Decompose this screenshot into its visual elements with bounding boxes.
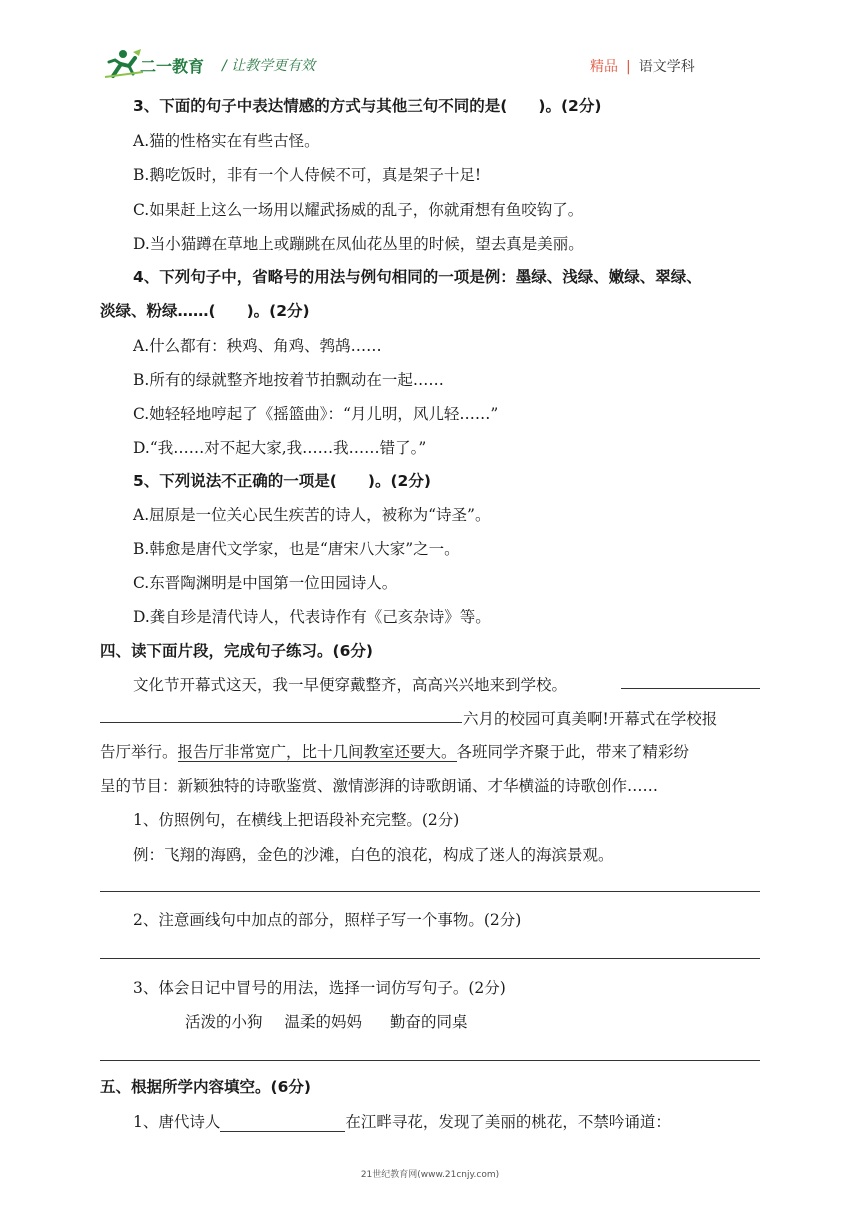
passage-text-4: 呈的节目：新颖独特的诗歌鉴赏、激情澎湃的诗歌朗诵、才华横溢的诗歌创作…… [100,777,659,795]
page-header [0,0,860,84]
underlined-sentence: 报告厅非常宽广，比十几间教室还要大。 [177,743,457,761]
q4-title-line1: 4、下列句子中，省略号的用法与例句相同的一项是例：墨绿、浅绿、嫩绿、翠绿、 [133,268,702,286]
passage-text-1: 文化节开幕式这天，我一早便穿戴整齐，高高兴兴地来到学校。 [133,676,568,694]
passage-text-2: 六月的校园可真美啊!开幕式在学校报 [463,710,718,728]
passage-blank-1a[interactable] [621,688,760,689]
header-separator: | [626,59,631,75]
answer-line-1[interactable] [100,891,760,892]
header-tags [590,56,695,76]
section5-q1-text-a: 1、唐代诗人 [133,1113,221,1131]
passage-line3 [100,742,689,762]
q5-option-b: B.韩愈是唐代文学家，也是“唐宋八大家”之一。 [133,540,460,558]
answer-line-2[interactable] [100,958,760,959]
word-option-2: 温柔的妈妈 [284,1013,363,1031]
sub-question-2: 2、注意画线句中加点的部分，照样子写一个事物。(2分) [133,911,522,929]
q4-option-c: C.她轻轻地哼起了《摇篮曲》：“月儿明，风儿轻……” [133,405,499,423]
q5-option-d: D.龚自珍是清代诗人，代表诗作有《己亥杂诗》等。 [133,608,491,626]
q3-option-c: C.如果赶上这么一场用以耀武扬威的乱子，你就甭想有鱼咬钩了。 [133,201,584,219]
q4-title-line2: 淡绿、粉绿……( )。(2分) [100,302,310,320]
section5-title: 五、根据所学内容填空。(6分) [100,1078,311,1096]
q4-option-a: A.什么都有：秧鸡、角鸡、鹁鸪…… [133,337,382,355]
passage-text-3b: 各班同学齐聚于此，带来了精彩纷 [456,743,690,761]
word-option-1: 活泼的小狗 [185,1013,263,1031]
q3-option-d: D.当小猫蹲在草地上或蹦跳在凤仙花丛里的时候，望去真是美丽。 [133,235,584,253]
section4-title: 四、读下面片段，完成句子练习。(6分) [100,642,373,660]
sub-question-3: 3、体会日记中冒号的用法，选择一词仿写句子。(2分) [133,979,506,997]
q3-option-a: A.猫的性格实在有些古怪。 [133,132,320,150]
logo-text: 二一教育 [140,57,205,76]
q4-option-b: B.所有的绿就整齐地按着节拍飘动在一起…… [133,371,444,389]
brand-label: 精品 [590,59,618,75]
sub-question-1: 1、仿照例句，在横线上把语段补充完整。(2分) [133,811,460,829]
sub-question-1-example: 例：飞翔的海鸥，金色的沙滩，白色的浪花，构成了迷人的海滨景观。 [133,846,614,864]
word-option-3: 勤奋的同桌 [390,1013,468,1031]
word-options [185,1012,468,1032]
q4-option-d: D.“我……对不起大家,我……我……错了。” [133,439,427,457]
passage-blank-1b[interactable] [100,722,462,723]
q3-title: 3、下面的句子中表达情感的方式与其他三句不同的是( )。(2分) [133,97,602,115]
answer-line-3[interactable] [100,1060,760,1061]
subject-label: 语文学科 [638,59,695,75]
header-slogan: / 让教学更有效 [222,58,316,74]
q5-option-a: A.屈原是一位关心民生疾苦的诗人，被称为“诗圣”。 [133,506,491,524]
q5-option-c: C.东晋陶渊明是中国第一位田园诗人。 [133,574,398,592]
poet-name-blank[interactable] [220,1113,345,1132]
q5-title: 5、下列说法不正确的一项是( )。(2分) [133,472,431,490]
passage-line1 [133,675,567,695]
section5-q1 [133,1112,671,1132]
page-footer: 21世纪教育网(www.21cnjy.com) [360,1170,500,1180]
q3-option-b: B.鹅吃饭时，非有一个人侍候不可，真是架子十足! [133,166,482,184]
passage-text-3a: 告厅举行。 [100,743,178,761]
section5-q1-text-b: 在江畔寻花，发现了美丽的桃花，不禁吟诵道： [345,1113,671,1131]
